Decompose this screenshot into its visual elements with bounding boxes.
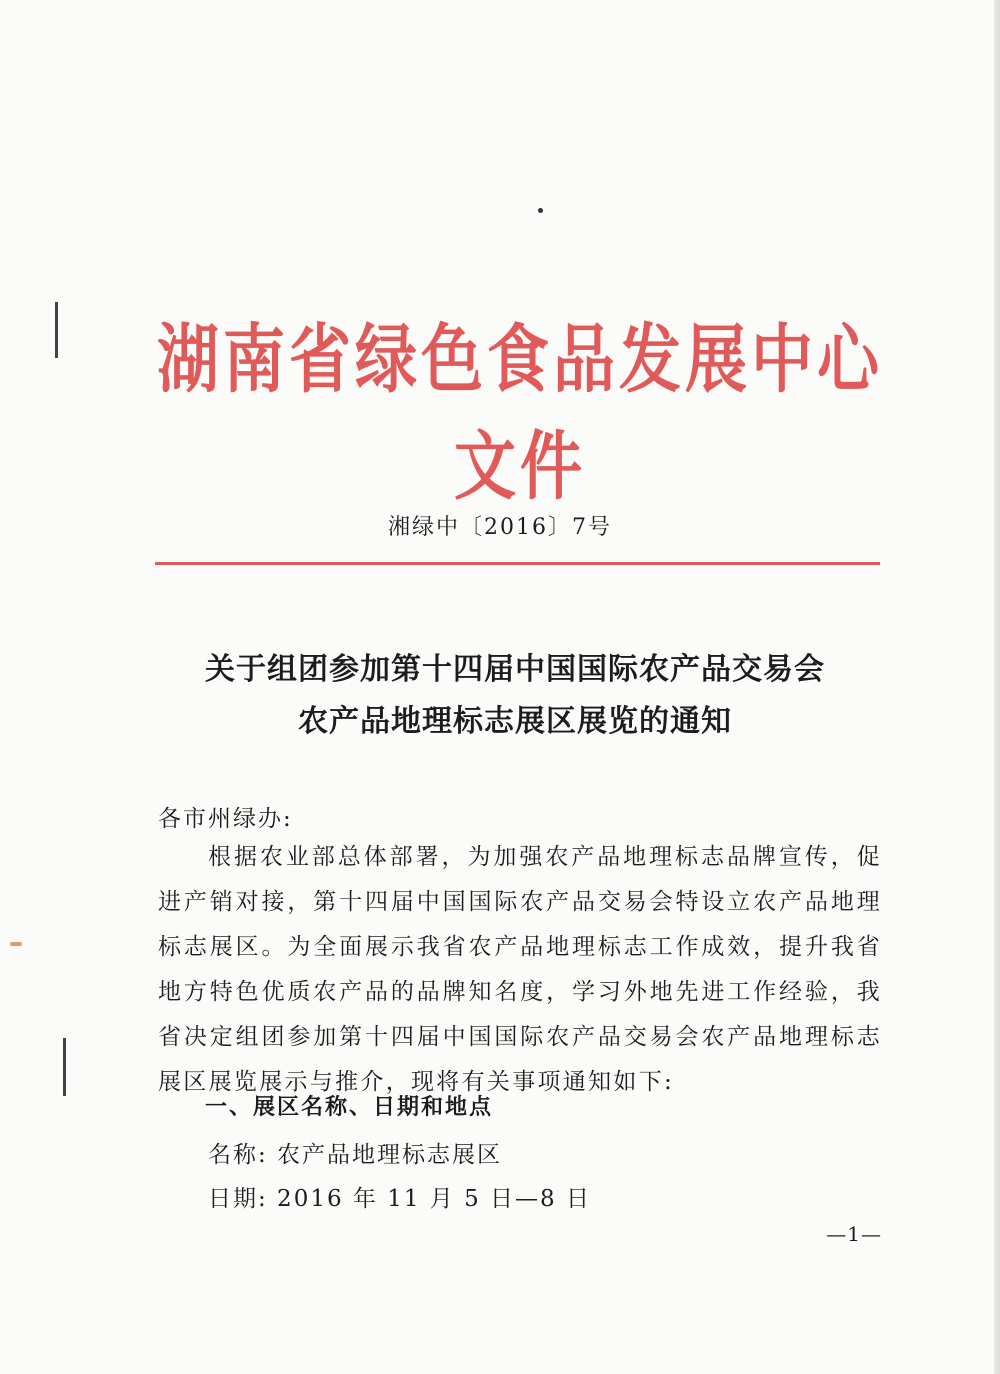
scan-edge bbox=[994, 0, 1000, 1374]
scan-speck bbox=[10, 942, 22, 946]
notice-title-line2: 农产品地理标志展区展览的通知 bbox=[298, 704, 732, 739]
binding-mark bbox=[55, 302, 58, 358]
exhibition-name: 名称: 农产品地理标志展区 bbox=[208, 1142, 503, 1168]
red-divider bbox=[155, 562, 880, 565]
notice-title-line1: 关于组团参加第十四届中国国际农产品交易会 bbox=[205, 652, 825, 687]
page-number: —1— bbox=[826, 1222, 882, 1246]
section-heading: 一、展区名称、日期和地点 bbox=[205, 1095, 494, 1120]
scan-speck bbox=[538, 208, 543, 213]
masthead-title: 湖南省绿色食品发展中心文件 bbox=[156, 315, 883, 510]
exhibition-date: 日期: 2016 年 11 月 5 日—8 日 bbox=[208, 1186, 591, 1212]
salutation: 各市州绿办: bbox=[158, 806, 293, 832]
binding-mark bbox=[63, 1038, 66, 1096]
document-number: 湘绿中〔2016〕7号 bbox=[388, 515, 612, 540]
body-paragraph: 根据农业部总体部署，为加强农产品地理标志品牌宣传，促进产销对接，第十四届中国国际农产品交易会特设立农产品地理标志展区。为全面展示我省农产品地理标志工作成效，提升我省地方特色优质农产品的品牌知名度，学习外地先进工作经验，我省决定组团参加第十四届中国国际农产品交易会农产品地理标志展区展览展示与推介，现将有关事项通知如下: bbox=[158, 844, 882, 1095]
